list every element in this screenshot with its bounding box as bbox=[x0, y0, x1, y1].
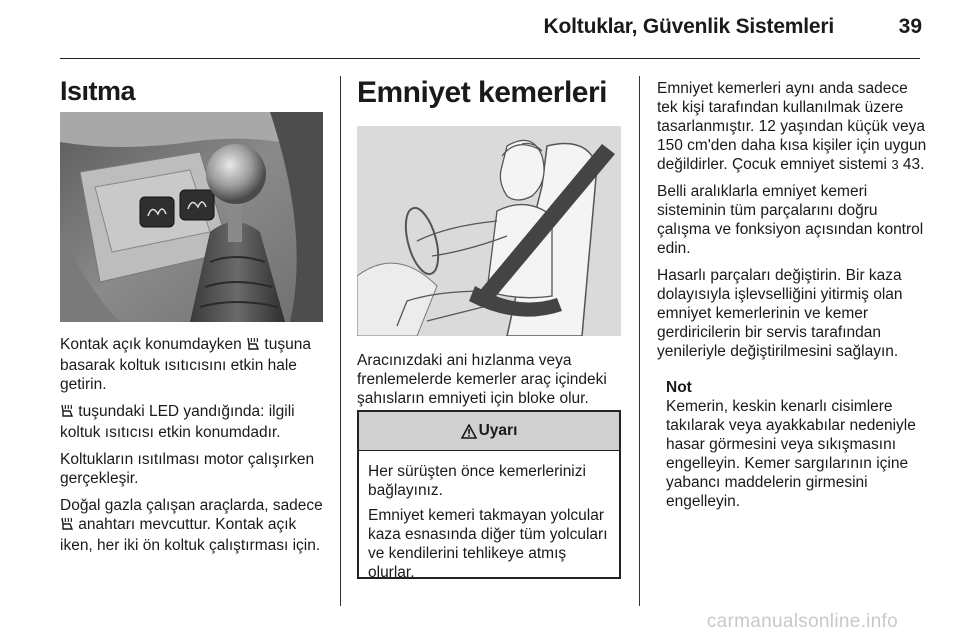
note-body: Kemerin, keskin kenarlı cisimlere takılarak veya ayakkabılar nedeniyle hasar görmesini veya sıkışmasını engelleyin. Kemer sargılarının içine yabancı maddelerin girmesini engelleyin. bbox=[666, 398, 916, 510]
seat-belts-heading: Emniyet kemerleri bbox=[357, 76, 607, 109]
heating-paragraph-2: tuşundaki LED yandığında: ilgili koltuk ısıtıcısı etkin konumdadır. bbox=[60, 403, 295, 441]
column-divider-right bbox=[639, 76, 640, 606]
seat-belts-paragraph-1: Aracınızdaki ani hızlanma veya frenlemelerde kemerler araç içindeki şahısların emniyeti için bloke olur. bbox=[357, 352, 607, 407]
right-paragraph-1: Emniyet kemerleri aynı anda sadece tek kişi tarafından kullanılmak üzere tasarlanmıştır. 12 yaşından küçük veya 150 cm'den daha kısa kişiler için uygun değildirler. Çocuk emniyet sistemi 3 43. bbox=[657, 80, 927, 173]
note-title: Not bbox=[666, 379, 692, 396]
seat-heater-icon bbox=[246, 336, 260, 356]
column-divider-left bbox=[340, 76, 341, 606]
warning-paragraph-2: Emniyet kemeri takmayan yolcular kaza esnasında diğer tüm yolcuları ve kendilerini tehlikeye atmış olurlar. bbox=[368, 507, 608, 581]
right-column-text bbox=[657, 79, 932, 369]
seat-belt-illustration bbox=[357, 126, 621, 336]
warning-triangle-icon bbox=[461, 424, 477, 439]
heating-paragraph-4: Doğal gazla çalışan araçlarda, sadece anahtarı mevcuttur. Kontak açık iken, her iki ön koltuk çalıştırması için. bbox=[60, 497, 323, 554]
seat-heater-photo bbox=[60, 112, 323, 322]
seat-belts-intro bbox=[357, 351, 627, 416]
heating-paragraph-3: Koltukların ısıtılması motor çalışırken gerçekleşir. bbox=[60, 451, 315, 487]
heating-heading: Isıtma bbox=[60, 76, 136, 106]
warning-paragraph-1: Her sürüşten önce kemerlerinizi bağlayınız. bbox=[368, 463, 586, 499]
driver-with-belt-drawing bbox=[357, 126, 621, 336]
warning-title: Uyarı bbox=[478, 422, 518, 439]
header-divider bbox=[60, 58, 920, 59]
warning-box bbox=[357, 410, 621, 579]
page-header-title: Koltuklar, Güvenlik Sistemleri bbox=[543, 15, 834, 38]
seat-heater-icon bbox=[60, 516, 74, 536]
right-paragraph-2: Belli aralıklarla emniyet kemeri sisteminin tüm parçalarını doğru çalışma ve fonksiyon açısından kontrol edin. bbox=[657, 183, 924, 257]
reference-arrow-icon: 3 bbox=[891, 157, 899, 172]
seat-heater-illustration bbox=[60, 112, 323, 322]
heating-text bbox=[60, 335, 328, 563]
warning-header bbox=[359, 412, 619, 451]
note-block bbox=[666, 378, 928, 511]
seat-heater-icon bbox=[60, 403, 74, 423]
heating-paragraph-1: Kontak açık konumdayken tuşuna basarak koltuk ısıtıcısını etkin hale getirin. bbox=[60, 336, 311, 393]
page-number: 39 bbox=[898, 15, 922, 38]
right-paragraph-3: Hasarlı parçaları değiştirin. Bir kaza dolayısıyla işlevselliğini yitirmiş olan emniyet kemerlerinin ve kemer gerdiricilerin bir servis tarafından yenileriyle değiştirilmesini sağlayın. bbox=[657, 267, 903, 360]
footer-watermark: carmanualsonline.info bbox=[706, 611, 898, 632]
warning-body bbox=[359, 451, 619, 582]
